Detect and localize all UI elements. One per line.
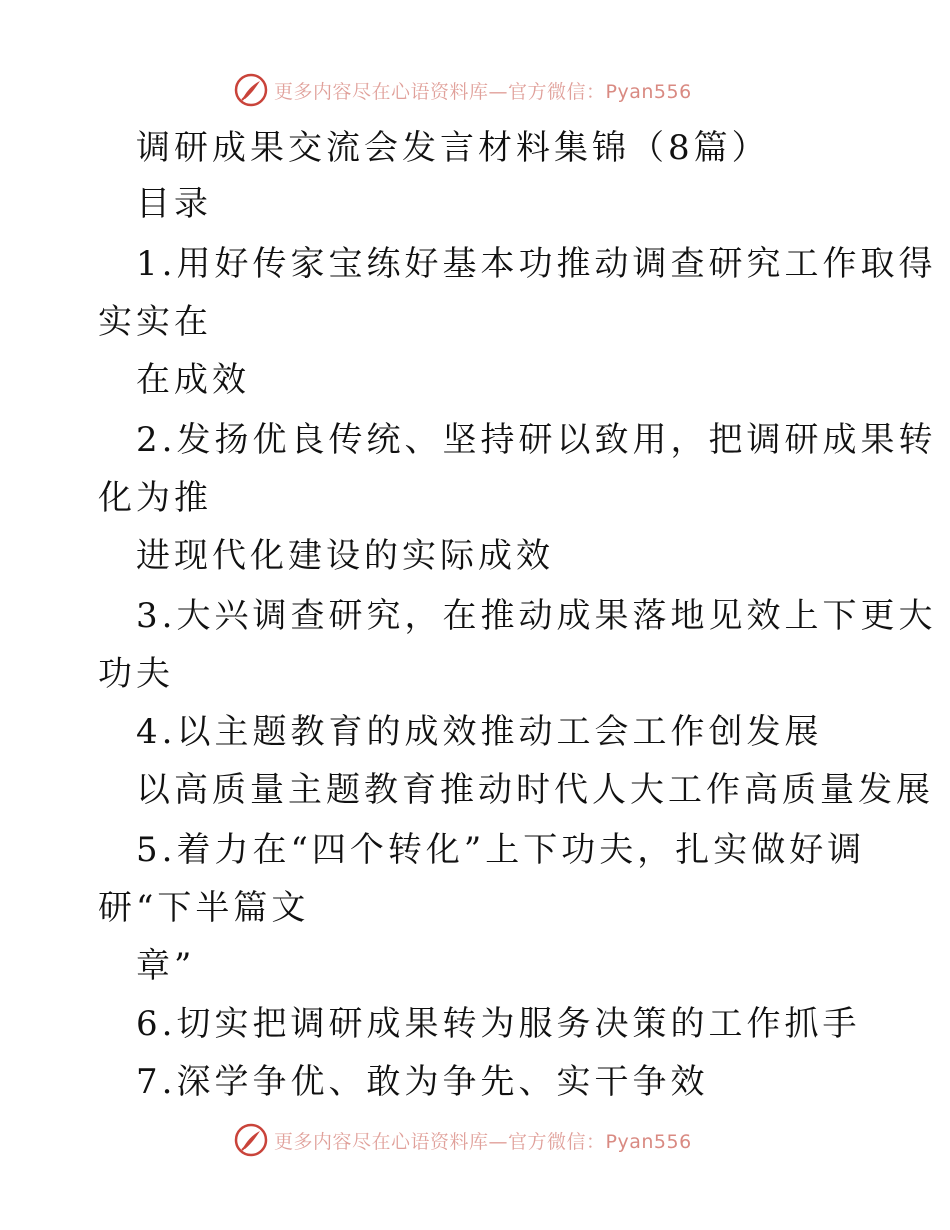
toc-line: 化为推 (98, 478, 212, 518)
toc-heading: 目录 (136, 184, 212, 224)
toc-line: 章” (136, 946, 196, 986)
toc-line: 在成效 (136, 360, 250, 400)
toc-line: 7.深学争优、敢为争先、实干争效 (136, 1062, 709, 1102)
watermark-handle: Pyan556 (605, 1130, 692, 1153)
watermark-main-text: 更多内容尽在心语资料库—官方微信： (274, 80, 606, 103)
watermark-bottom (234, 1122, 692, 1158)
feather-pen-logo-icon (234, 1123, 268, 1157)
toc-line: 4.以主题教育的成效推动工会工作创发展 (136, 712, 823, 752)
watermark-handle: Pyan556 (605, 80, 692, 103)
toc-line: 1.用好传家宝练好基本功推动调查研究工作取得 (136, 244, 937, 284)
toc-line: 3.大兴调查研究，在推动成果落地见效上下更大 (136, 596, 937, 636)
toc-line: 研“下半篇文 (98, 888, 310, 928)
toc-line: 进现代化建设的实际成效 (136, 536, 554, 576)
document-title: 调研成果交流会发言材料集锦（8篇） (136, 128, 770, 168)
toc-line: 功夫 (98, 654, 174, 694)
toc-line: 以高质量主题教育推动时代人大工作高质量发展 (136, 770, 934, 810)
toc-line: 2.发扬优良传统、坚持研以致用，把调研成果转 (136, 420, 937, 460)
watermark-main-text: 更多内容尽在心语资料库—官方微信： (274, 1130, 606, 1153)
toc-line: 5.着力在“四个转化”上下功夫，扎实做好调 (136, 830, 866, 870)
toc-line: 实实在 (98, 302, 212, 342)
watermark-text (274, 1127, 692, 1154)
toc-line: 6.切实把调研成果转为服务决策的工作抓手 (136, 1004, 861, 1044)
